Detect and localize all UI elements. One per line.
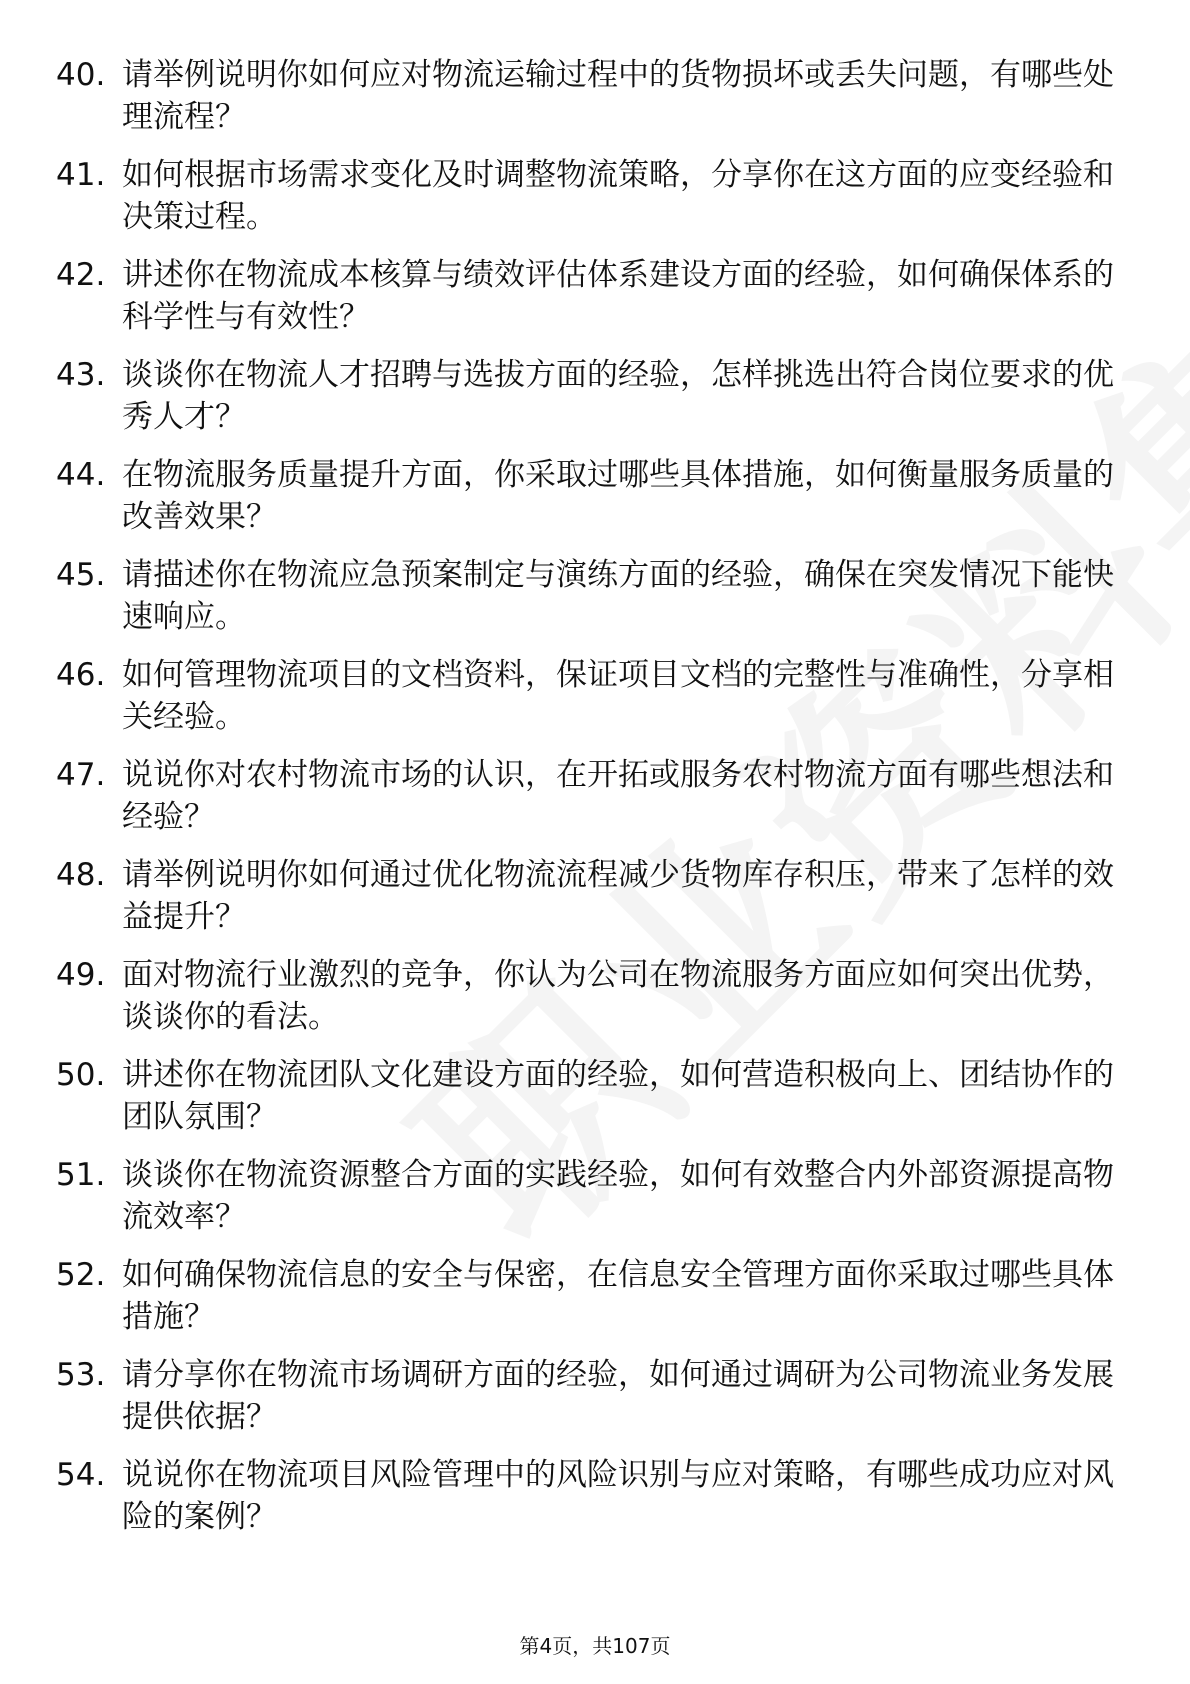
question-number: 51. <box>56 1157 106 1193</box>
question-item <box>56 554 1136 638</box>
question-item <box>56 954 1136 1038</box>
question-number: 53. <box>56 1357 106 1393</box>
question-item <box>56 1054 1136 1138</box>
question-item <box>56 754 1136 838</box>
question-text: 面对物流行业激烈的竞争，你认为公司在物流服务方面应如何突出优势，谈谈你的看法。 <box>122 957 1114 1035</box>
question-item <box>56 654 1136 738</box>
question-item <box>56 254 1136 338</box>
question-text: 请描述你在物流应急预案制定与演练方面的经验，确保在突发情况下能快速响应。 <box>122 557 1114 635</box>
question-number: 45. <box>56 557 106 593</box>
question-text: 如何根据市场需求变化及时调整物流策略，分享你在这方面的应变经验和决策过程。 <box>122 157 1114 235</box>
question-list <box>56 54 1136 1554</box>
question-text: 讲述你在物流团队文化建设方面的经验，如何营造积极向上、团结协作的团队氛围？ <box>122 1057 1114 1135</box>
question-number: 44. <box>56 457 106 493</box>
question-item <box>56 854 1136 938</box>
question-item <box>56 1254 1136 1338</box>
question-number: 54. <box>56 1457 106 1493</box>
question-text: 如何管理物流项目的文档资料，保证项目文档的完整性与准确性，分享相关经验。 <box>122 657 1114 735</box>
question-item <box>56 1354 1136 1438</box>
question-item <box>56 54 1136 138</box>
question-text: 说说你在物流项目风险管理中的风险识别与应对策略，有哪些成功应对风险的案例？ <box>122 1457 1114 1535</box>
question-number: 46. <box>56 657 106 693</box>
question-number: 43. <box>56 357 106 393</box>
question-item <box>56 454 1136 538</box>
question-number: 42. <box>56 257 106 293</box>
question-number: 40. <box>56 57 106 93</box>
question-text: 说说你对农村物流市场的认识，在开拓或服务农村物流方面有哪些想法和经验？ <box>122 757 1114 835</box>
question-text: 在物流服务质量提升方面，你采取过哪些具体措施，如何衡量服务质量的改善效果？ <box>122 457 1114 535</box>
question-item <box>56 154 1136 238</box>
question-number: 48. <box>56 857 106 893</box>
question-text: 请分享你在物流市场调研方面的经验，如何通过调研为公司物流业务发展提供依据？ <box>122 1357 1114 1435</box>
question-text: 谈谈你在物流人才招聘与选拔方面的经验，怎样挑选出符合岗位要求的优秀人才？ <box>122 357 1114 435</box>
question-item <box>56 1154 1136 1238</box>
page-number-label: 第4页，共107页 <box>519 1634 671 1658</box>
question-number: 50. <box>56 1057 106 1093</box>
question-text: 请举例说明你如何通过优化物流流程减少货物库存积压，带来了怎样的效益提升？ <box>122 857 1114 935</box>
question-item <box>56 354 1136 438</box>
question-number: 49. <box>56 957 106 993</box>
question-text: 如何确保物流信息的安全与保密，在信息安全管理方面你采取过哪些具体措施？ <box>122 1257 1114 1335</box>
question-number: 41. <box>56 157 106 193</box>
page-footer <box>0 1630 1190 1659</box>
question-number: 47. <box>56 757 106 793</box>
question-number: 52. <box>56 1257 106 1293</box>
question-text: 请举例说明你如何应对物流运输过程中的货物损坏或丢失问题，有哪些处理流程？ <box>122 57 1114 135</box>
question-text: 讲述你在物流成本核算与绩效评估体系建设方面的经验，如何确保体系的科学性与有效性？ <box>122 257 1114 335</box>
question-item <box>56 1454 1136 1538</box>
question-text: 谈谈你在物流资源整合方面的实践经验，如何有效整合内外部资源提高物流效率？ <box>122 1157 1114 1235</box>
